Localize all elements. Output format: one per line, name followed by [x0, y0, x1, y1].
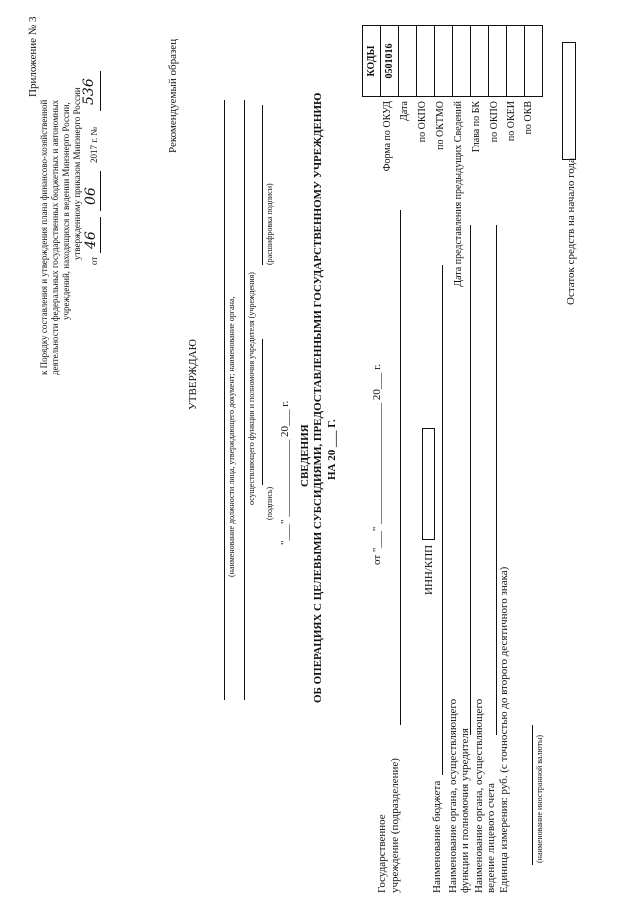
label-oktmo: по ОКТМО: [435, 101, 446, 150]
inn-input[interactable]: [422, 428, 435, 540]
label-date: Дата: [399, 101, 410, 121]
position-caption: (наименование должности лица, утверждающего документ; наименование органа,: [227, 296, 236, 577]
organ-label-2: функции и полномочия учредителя: [459, 728, 471, 893]
label-okv: по ОКВ: [523, 101, 534, 135]
inn-label: ИНН/КПП: [423, 544, 435, 595]
approve-title: УТВЕРЖДАЮ: [187, 339, 199, 410]
currency-caption: (наименование иностранной валюты): [535, 735, 544, 863]
label-okpo: по ОКПО: [417, 101, 428, 143]
institution-line: [400, 210, 401, 725]
code-cell[interactable]: [453, 26, 471, 97]
budget-label: Наименование бюджета: [431, 780, 443, 893]
appendix-line-4: утвержденному приказом Минэнерго России: [72, 87, 82, 260]
order-day-line: [100, 217, 101, 253]
budget-line: [442, 265, 443, 775]
balance-input[interactable]: [562, 42, 576, 160]
appendix-number: Приложение № 3: [27, 16, 39, 97]
label-prev-date: Дата представления предыдущих Сведений: [453, 101, 464, 287]
institution-label-1: Государственное: [376, 814, 388, 893]
label-okpo-2: по ОКПО: [489, 101, 500, 143]
order-number: 536: [81, 78, 97, 105]
title-line-1: СВЕДЕНИЯ: [299, 424, 311, 487]
label-bk: Глава по БК: [471, 101, 482, 153]
date-line: от "___" ______________________ 20___ г.: [371, 363, 383, 565]
code-cell[interactable]: [399, 26, 417, 97]
order-month: 06: [83, 187, 99, 205]
order-day: 46: [83, 231, 99, 249]
appendix-line-3: учреждений, находящихся в ведении Минэнерго России,: [61, 102, 71, 320]
function-caption: осуществляющего функции и полномочия учредителя (учреждения): [247, 272, 256, 505]
approval-date: "___" ______________ 20___ г.: [279, 400, 291, 545]
codes-header: КОДЫ: [363, 26, 381, 97]
account-line: [496, 225, 497, 735]
code-cell[interactable]: [435, 26, 453, 97]
codes-table: [362, 25, 543, 97]
function-line: [244, 100, 245, 700]
order-number-line: [100, 71, 101, 111]
code-cell[interactable]: [417, 26, 435, 97]
code-cell[interactable]: [471, 26, 489, 97]
title-line-2: ОБ ОПЕРАЦИЯХ С ЦЕЛЕВЫМИ СУБСИДИЯМИ, ПРЕДОСТАВЛЕННЫМИ ГОСУДАРСТВЕННОМУ УЧРЕЖДЕНИЮ: [312, 92, 324, 703]
order-month-line: [100, 171, 101, 211]
okud-code: 0501016: [381, 26, 399, 97]
order-from: от: [89, 256, 99, 265]
signature-line: [262, 339, 263, 485]
recommended-sample: Рекомендуемый образец: [167, 38, 179, 153]
title-line-3: НА 20 ___ Г.: [326, 419, 338, 480]
order-year: 2017 г. №: [89, 126, 99, 163]
position-line: [224, 100, 225, 700]
account-label-1: Наименование органа, осуществляющего: [473, 698, 485, 893]
unit-label: Единица измерения: руб. (с точностью до второго десятичного знака): [498, 566, 510, 893]
code-cell[interactable]: [489, 26, 507, 97]
appendix-line-1: к Порядку составления и утверждения плана финансово-хозяйственной: [39, 99, 49, 375]
label-okei: по ОКЕИ: [506, 101, 517, 142]
decoding-line: [262, 105, 263, 265]
account-label-2: ведение лицевого счета: [485, 783, 497, 893]
signature-caption: (подпись): [265, 486, 274, 520]
organ-line: [470, 225, 471, 735]
code-cell[interactable]: [507, 26, 525, 97]
institution-label-2: учреждение (подразделение): [389, 758, 401, 893]
appendix-line-2: деятельности федеральных государственных бюджетных и автономных: [50, 99, 60, 375]
balance-label: Остаток средств на начало года: [565, 158, 577, 305]
label-okud: Форма по ОКУД: [382, 101, 393, 172]
decoding-caption: (расшифровка подписи): [265, 183, 274, 265]
organ-label-1: Наименование органа, осуществляющего: [447, 698, 459, 893]
code-cell[interactable]: [525, 26, 543, 97]
currency-line: [532, 725, 533, 865]
